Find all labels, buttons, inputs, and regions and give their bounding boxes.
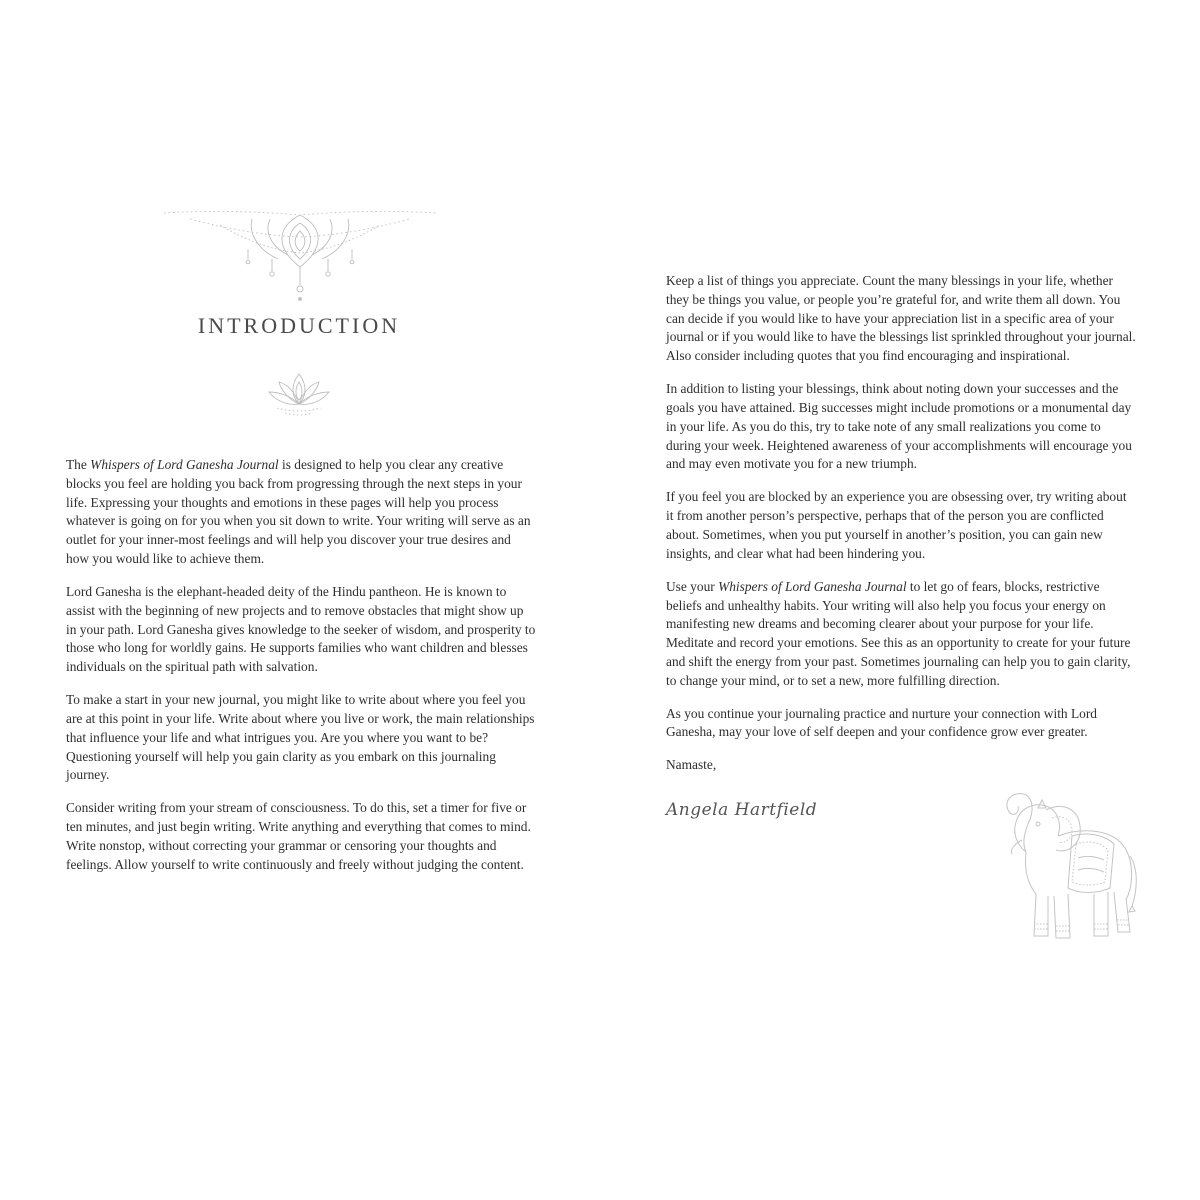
author-signature: Angela Hartfield [666, 800, 818, 821]
paragraph: To make a start in your new journal, you might like to write about where you feel you are at this point in your life. Write about where you live or work, the main relationships that influence your life and what intrigues you. Are you where you want to be? Questioning yourself will help you gain clarity as you embark on this journaling journey. [66, 692, 535, 783]
paragraph: In addition to listing your blessings, think about noting down your successes and the goals you have attained. Big successes might include promotions or a monumental day in your life. As you do this, try to take note of any small realizations you come to during your week. Heightened awareness of your accomplishments will encourage you and may even motivate you for a new triumph. [666, 381, 1132, 472]
paragraph: Keep a list of things you appreciate. Count the many blessings in your life, whether they be things you value, or people you’re grateful for, and write them all down. You can decide if you would like to have your appreciation list in a specific area of your journal or if you would like to have the blessings list sprinkled throughout your journal. Also consider including quotes that you find encouraging and inspirational. [666, 273, 1136, 364]
right-page [600, 0, 1200, 1200]
left-body-text [66, 456, 536, 889]
paragraph: As you continue your journaling practice and nurture your connection with Lord Ganesha, may your love of self deepen and your confidence grow ever greater. [666, 705, 1097, 740]
right-body-text [666, 272, 1136, 820]
paragraph: Lord Ganesha is the elephant-headed deity of the Hindu pantheon. He is known to assist with the beginning of new projects and to remove obstacles that might show up in your path. Lord Ganesha gives knowledge to the seeker of wisdom, and prosperity to those who long for worldly gains. He supports families who want children and blesses individuals on the spiritual path with salvation. [66, 583, 536, 675]
elephant-icon [982, 788, 1140, 953]
closing-salutation: Namaste, [666, 757, 717, 773]
paragraph: Consider writing from your stream of consciousness. To do this, set a timer for five or ten minutes, and just begin writing. Write anything and everything that comes to mind. Write nonstop, without correcting your grammar or censoring your thoughts and feelings. Allow yourself to write continuously and freely without judging the content. [66, 800, 531, 872]
page-title: INTRODUCTION [197, 313, 401, 338]
paragraph: Use your Whispers of Lord Ganesha Journal to let go of fears, blocks, restrictive beliefs and unhealthy habits. Your writing will also help you focus your energy on manifesting new dreams and becoming clearer about your purpose for your life. Meditate and record your emotions. See this as an opportunity to create for your future and shift the energy from your past. Sometimes journaling can help you to gain clarity, to change your mind, or to set a new, more fulfilling direction. [666, 578, 1131, 688]
mandala-ornament-icon [160, 205, 440, 305]
paragraph: If you feel you are blocked by an experience you are obsessing over, try writing about it from another person’s perspective, perhaps that of the person you are conflicted about. Sometimes, when you put yourself in another’s position, you can gain new insights, and clear what had been hindering you. [666, 489, 1127, 561]
paragraph: The Whispers of Lord Ganesha Journal is designed to help you clear any creative blocks you feel are holding you back from progressing through the next steps in your life. Expressing your thoughts and emotions in these pages will help you process whatever is going on for you when you sit down to write. Your writing will serve as an outlet for your inner-most feelings and will help you discover your true desires and how you would like to achieve them. [66, 457, 531, 566]
lotus-icon [265, 368, 333, 418]
